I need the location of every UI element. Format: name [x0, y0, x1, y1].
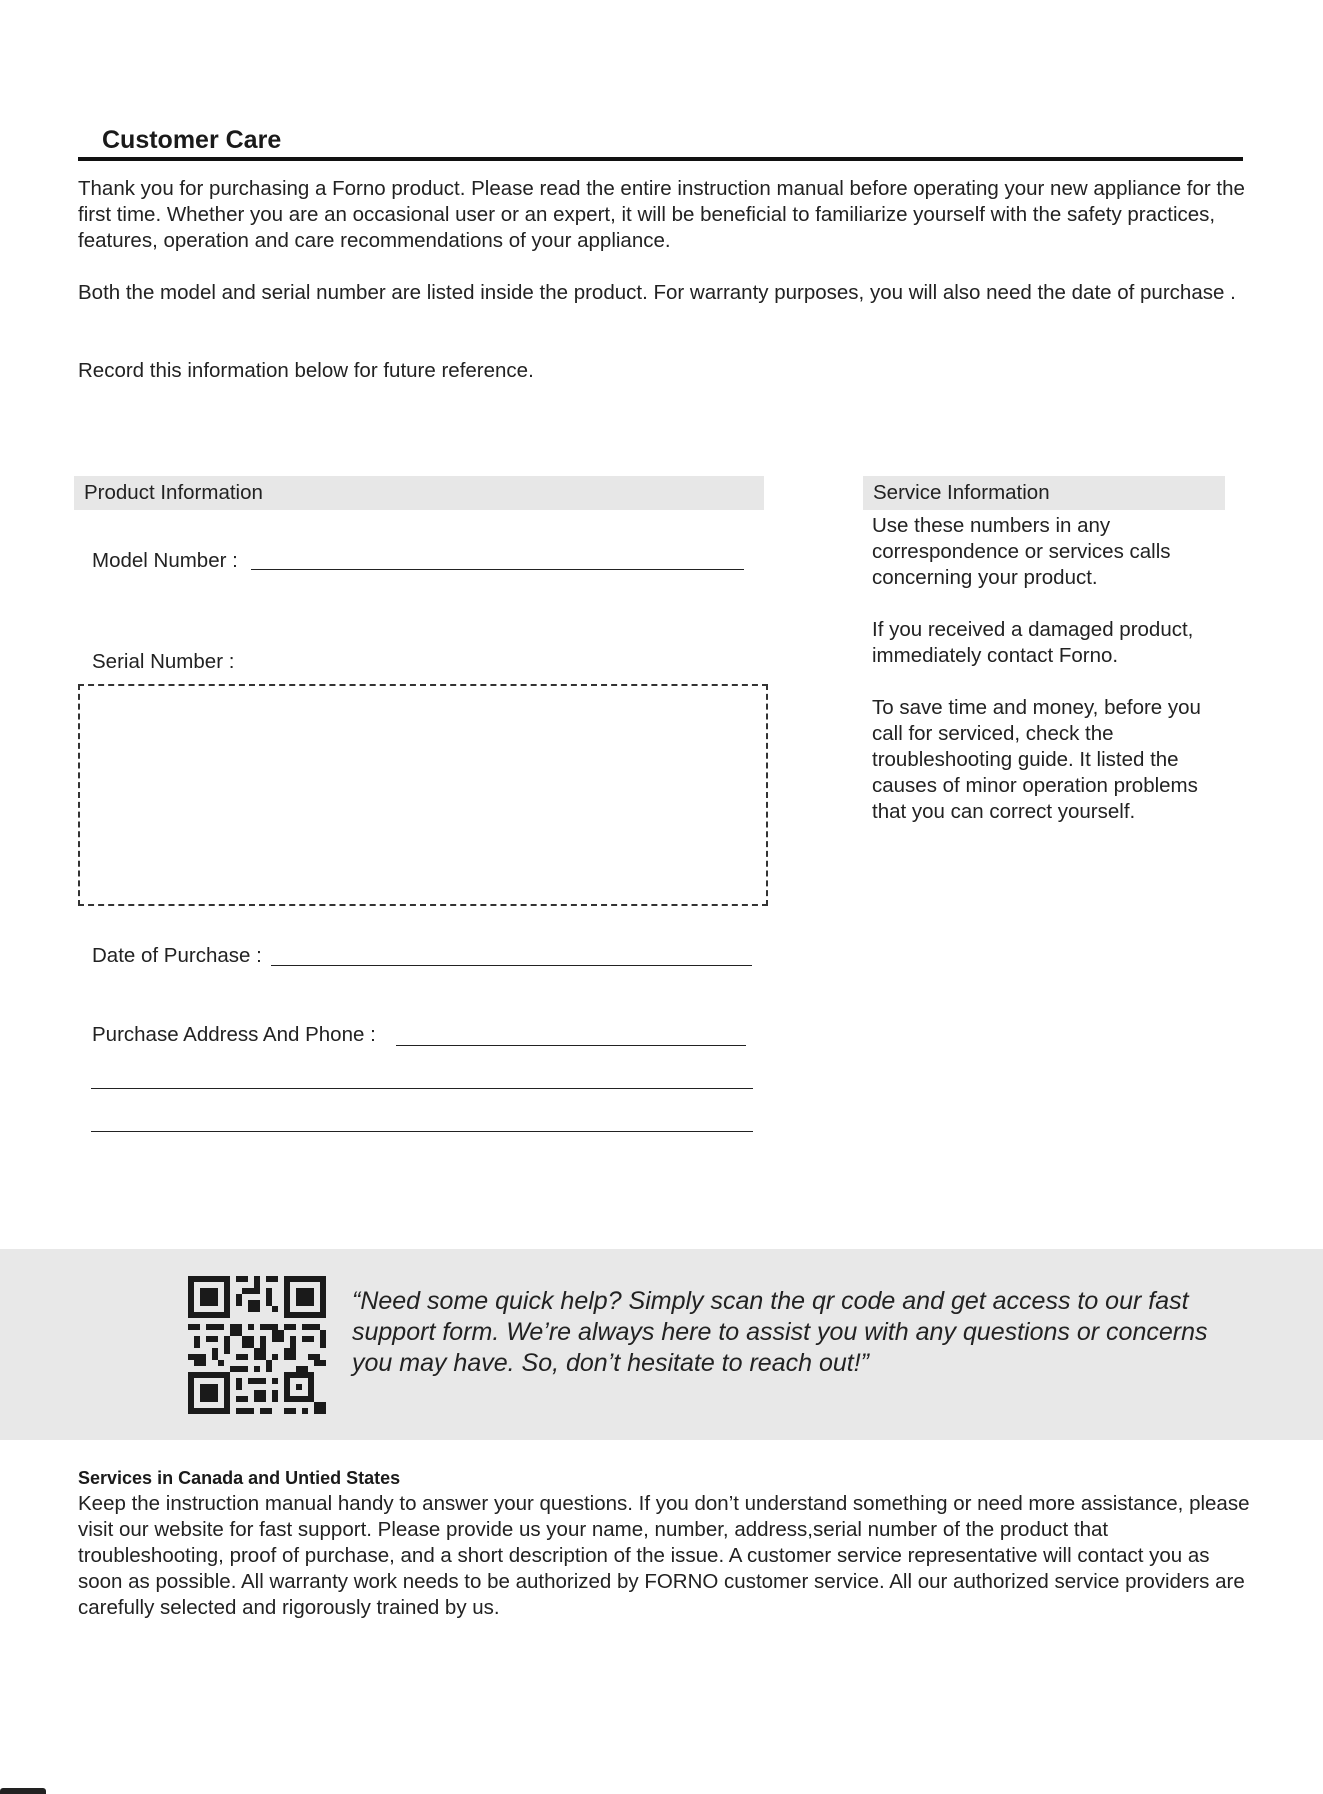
- service-info-text: [872, 513, 1232, 851]
- service-text-2: If you received a damaged product, immediately contact Forno.: [872, 618, 1194, 667]
- intro-text-1: Thank you for purchasing a Forno product. Please read the entire instruction manual before operating your new appliance for the first time. Whether you are an occasional user or an expert, it will be beneficial to familiarize yourself with the safety practices, features, operation and care recommendations of your appliance.: [78, 177, 1245, 252]
- qr-code-icon[interactable]: [188, 1276, 326, 1414]
- serial-number-box[interactable]: [78, 684, 768, 906]
- intro-text-3: Record this information below for future reference.: [78, 359, 534, 382]
- date-of-purchase-label: Date of Purchase :: [92, 944, 262, 967]
- intro-paragraph-3: [78, 358, 1258, 384]
- purchase-address-field-1[interactable]: [396, 1045, 746, 1046]
- purchase-address-field-3[interactable]: [91, 1131, 753, 1132]
- services-title: Services in Canada and Untied States: [78, 1468, 401, 1488]
- purchase-address-label: Purchase Address And Phone :: [92, 1023, 376, 1046]
- service-text-3: To save time and money, before you call for serviced, check the troubleshooting guide. It listed the causes of minor operation problems that you can correct yourself.: [872, 696, 1201, 823]
- model-number-label: Model Number :: [92, 549, 238, 572]
- purchase-address-field-2[interactable]: [91, 1088, 753, 1089]
- service-text-1: Use these numbers in any correspondence or services calls concerning your product.: [872, 514, 1171, 589]
- title-divider: [78, 157, 1243, 161]
- model-number-field[interactable]: [251, 569, 744, 570]
- services-body: Keep the instruction manual handy to answer your questions. If you don’t understand something or need more assistance, please visit our website for fast support. Please provide us your name, number, address,serial number of the product that troubleshooting, proof of purchase, and a short description of the issue. A customer service representative will contact you as soon as possible. All warranty work needs to be authorized by FORNO customer service. All our authorized service providers are carefully selected and rigorously trained by us.: [78, 1492, 1250, 1619]
- product-info-heading: Product Information: [74, 476, 764, 510]
- service-info-heading: Service Information: [863, 476, 1225, 510]
- qr-code-graphic: [188, 1276, 326, 1414]
- intro-text-2: Both the model and serial number are listed inside the product. For warranty purposes, you will also need the date of purchase .: [78, 281, 1236, 304]
- page-corner-mark: [0, 1788, 46, 1794]
- intro-paragraph-2: [78, 280, 1258, 306]
- serial-number-label: Serial Number :: [92, 650, 235, 673]
- date-of-purchase-field[interactable]: [271, 965, 752, 966]
- page-title: Customer Care: [102, 126, 282, 154]
- quick-help-quote: “Need some quick help? Simply scan the qr code and get access to our fast support form. We’re always here to assist you with any questions or concerns you may have. So, don’t hesitate to reach out!”: [352, 1287, 1208, 1377]
- intro-paragraph-1: [78, 176, 1258, 254]
